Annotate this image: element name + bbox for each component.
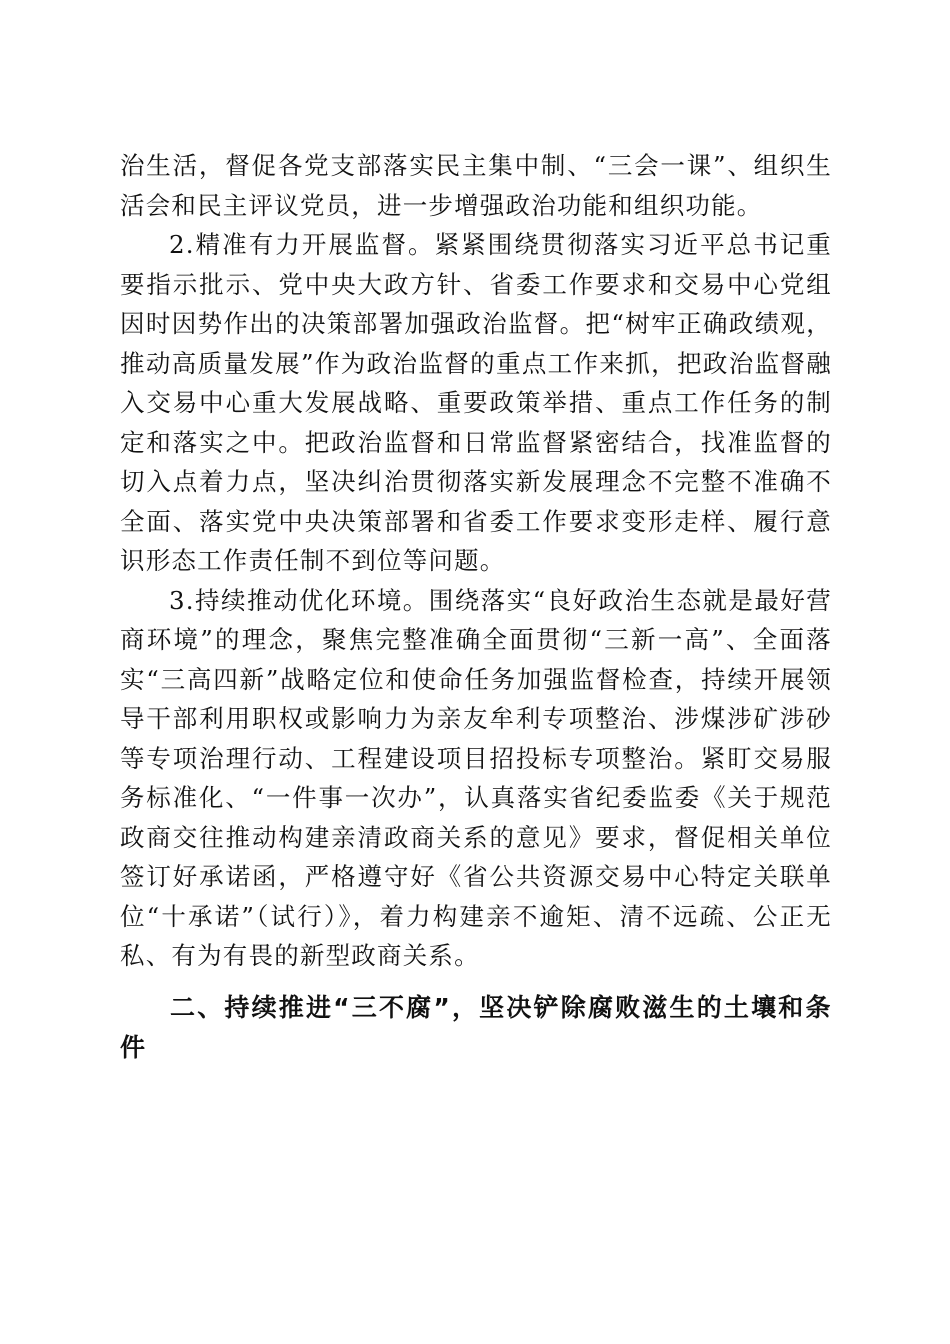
- paragraph-continuation: 治生活，督促各党支部落实民主集中制、“三会一课”、组织生活会和民主评议党员，进一步增强政治功能和组织功能。: [120, 151, 832, 220]
- document-body: [120, 146, 832, 1068]
- paragraph-item-2: 2.精准有力开展监督。紧紧围绕贯彻落实习近平总书记重要指示批示、党中央大政方针、省委工作要求和交易中心党组因时因势作出的决策部署加强政治监督。把“树牢正确政绩观，推动高质量发展”作为政治监督的重点工作来抓，把政治监督融入交易中心重大发展战略、重要政策举措、重点工作任务的制定和落实之中。把政治监督和日常监督紧密结合，找准监督的切入点着力点，坚决纠治贯彻落实新发展理念不完整不准确不全面、落实党中央决策部署和省委工作要求变形走样、履行意识形态工作责任制不到位等问题。: [120, 230, 832, 575]
- paragraph-item-3: 3.持续推动优化环境。围绕落实“良好政治生态就是最好营商环境”的理念，聚焦完整准确全面贯彻“三新一高”、全面落实“三高四新”战略定位和使命任务加强监督检查，持续开展领导干部利用职权或影响力为亲友牟利专项整治、涉煤涉矿涉砂等专项治理行动、工程建设项目招投标专项整治。紧盯交易服务标准化、“一件事一次办”，认真落实省纪委监委《关于规范政商交往推动构建亲清政商关系的意见》要求，督促相关单位签订好承诺函，严格遵守好《省公共资源交易中心特定关联单位“十承诺”（试行）》，着力构建亲不逾矩、清不远疏、公正无私、有为有畏的新型政商关系。: [120, 585, 832, 970]
- section-heading: 二、持续推进“三不腐”，坚决铲除腐败滋生的土壤和条件: [120, 992, 832, 1062]
